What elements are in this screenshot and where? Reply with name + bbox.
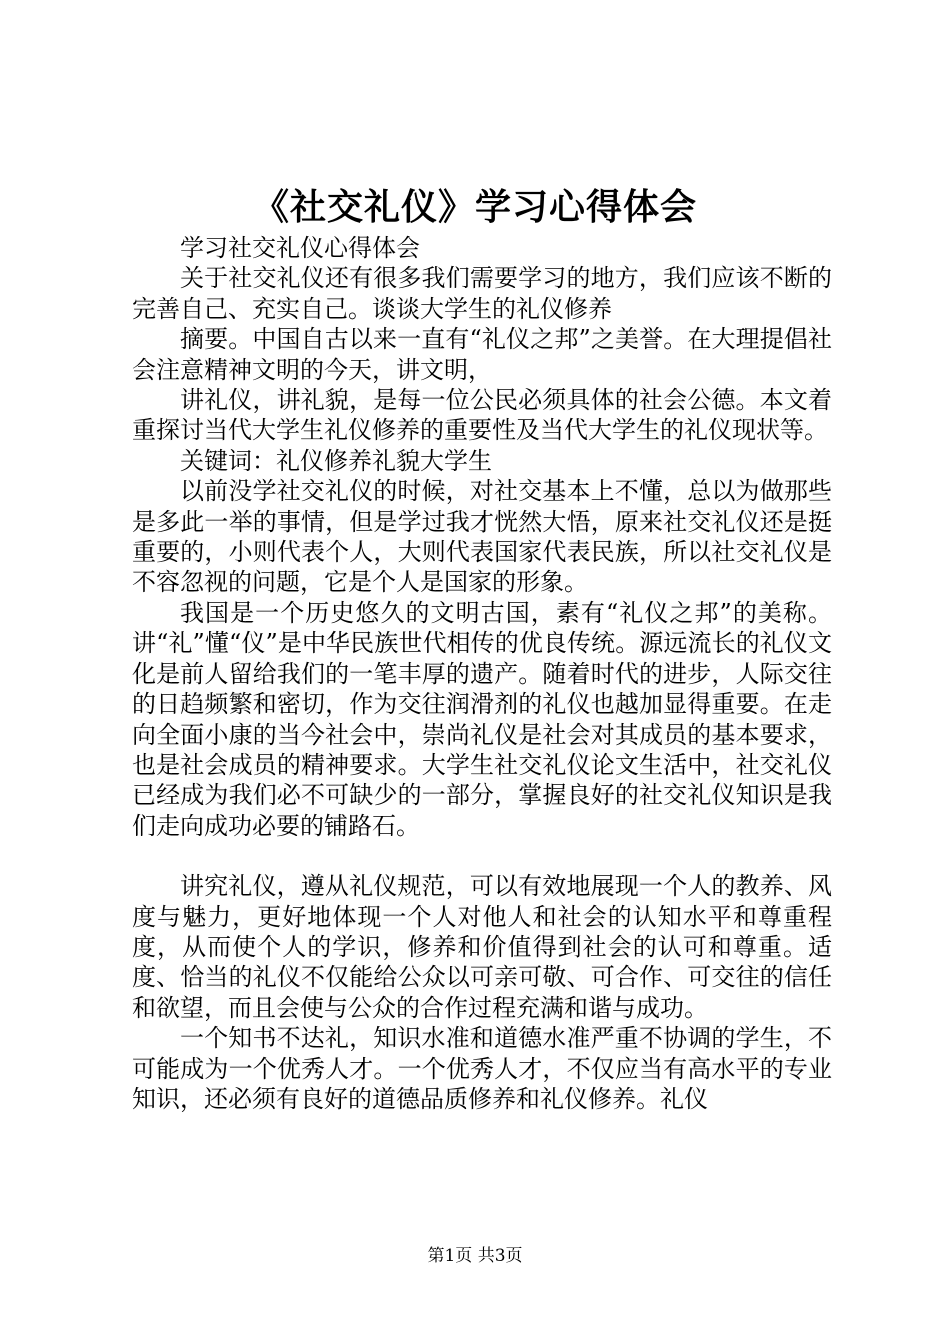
paragraph-intro: 关于社交礼仪还有很多我们需要学习的地方，我们应该不断的完善自己、充实自己。谈谈大学生的礼仪修养: [132, 264, 832, 323]
paragraph-nation-of-etiquette: 我国是一个历史悠久的文明古国，素有“礼仪之邦”的美称。讲“礼”懂“仪”是中华民族世代相传的优良传统。源远流长的礼仪文化是前人留给我们的一笔丰厚的遗产。随着时代的进步，人际交往的日趋频繁和密切，作为交往润滑剂的礼仪也越加显得重要。在走向全面小康的当今社会中，崇尚礼仪是社会对其成员的基本要求，也是社会成员的精神要求。大学生社交礼仪论文生活中，社交礼仪已经成为我们必不可缺少的一部分，掌握良好的社交礼仪知识是我们走向成功必要的铺路石。: [132, 598, 832, 840]
page-footer: 第1页 共3页: [427, 1246, 523, 1266]
document-title: 《社交礼仪》学习心得体会: [252, 186, 697, 228]
document-body: [132, 233, 832, 1114]
paragraph-keywords: 关键词：礼仪修养礼貌大学生: [180, 446, 492, 475]
paragraph-before-learning: 以前没学社交礼仪的时候，对社交基本上不懂，总以为做那些是多此一举的事情，但是学过我才恍然大悟，原来社交礼仪还是挺重要的，小则代表个人，大则代表国家代表民族，所以社交礼仪是不容忽视的问题，它是个人是国家的形象。: [132, 477, 832, 597]
paragraph-abstract-continued: 讲礼仪，讲礼貌，是每一位公民必须具体的社会公德。本文着重探讨当代大学生礼仪修养的重要性及当代大学生的礼仪现状等。: [132, 386, 832, 445]
paragraph-excellent-talent: 一个知书不达礼，知识水准和道德水准严重不协调的学生，不可能成为一个优秀人才。一个优秀人才，不仅应当有高水平的专业知识，还必须有良好的道德品质修养和礼仪修养。礼仪: [132, 1024, 832, 1113]
paragraph-etiquette-norms: 讲究礼仪，遵从礼仪规范，可以有效地展现一个人的教养、风度与魅力，更好地体现一个人对他人和社会的认知水平和尊重程度，从而使个人的学识，修养和价值得到社会的认可和尊重。适度、恰当的礼仪不仅能给公众以可亲可敬、可合作、可交往的信任和欲望，而且会使与公众的合作过程充满和谐与成功。: [132, 872, 832, 1022]
paragraph-subtitle: 学习社交礼仪心得体会: [180, 234, 420, 262]
paragraph-abstract: 摘要。中国自古以来一直有“礼仪之邦”之美誉。在大理提倡社会注意精神文明的今天，讲文明，: [132, 325, 832, 384]
